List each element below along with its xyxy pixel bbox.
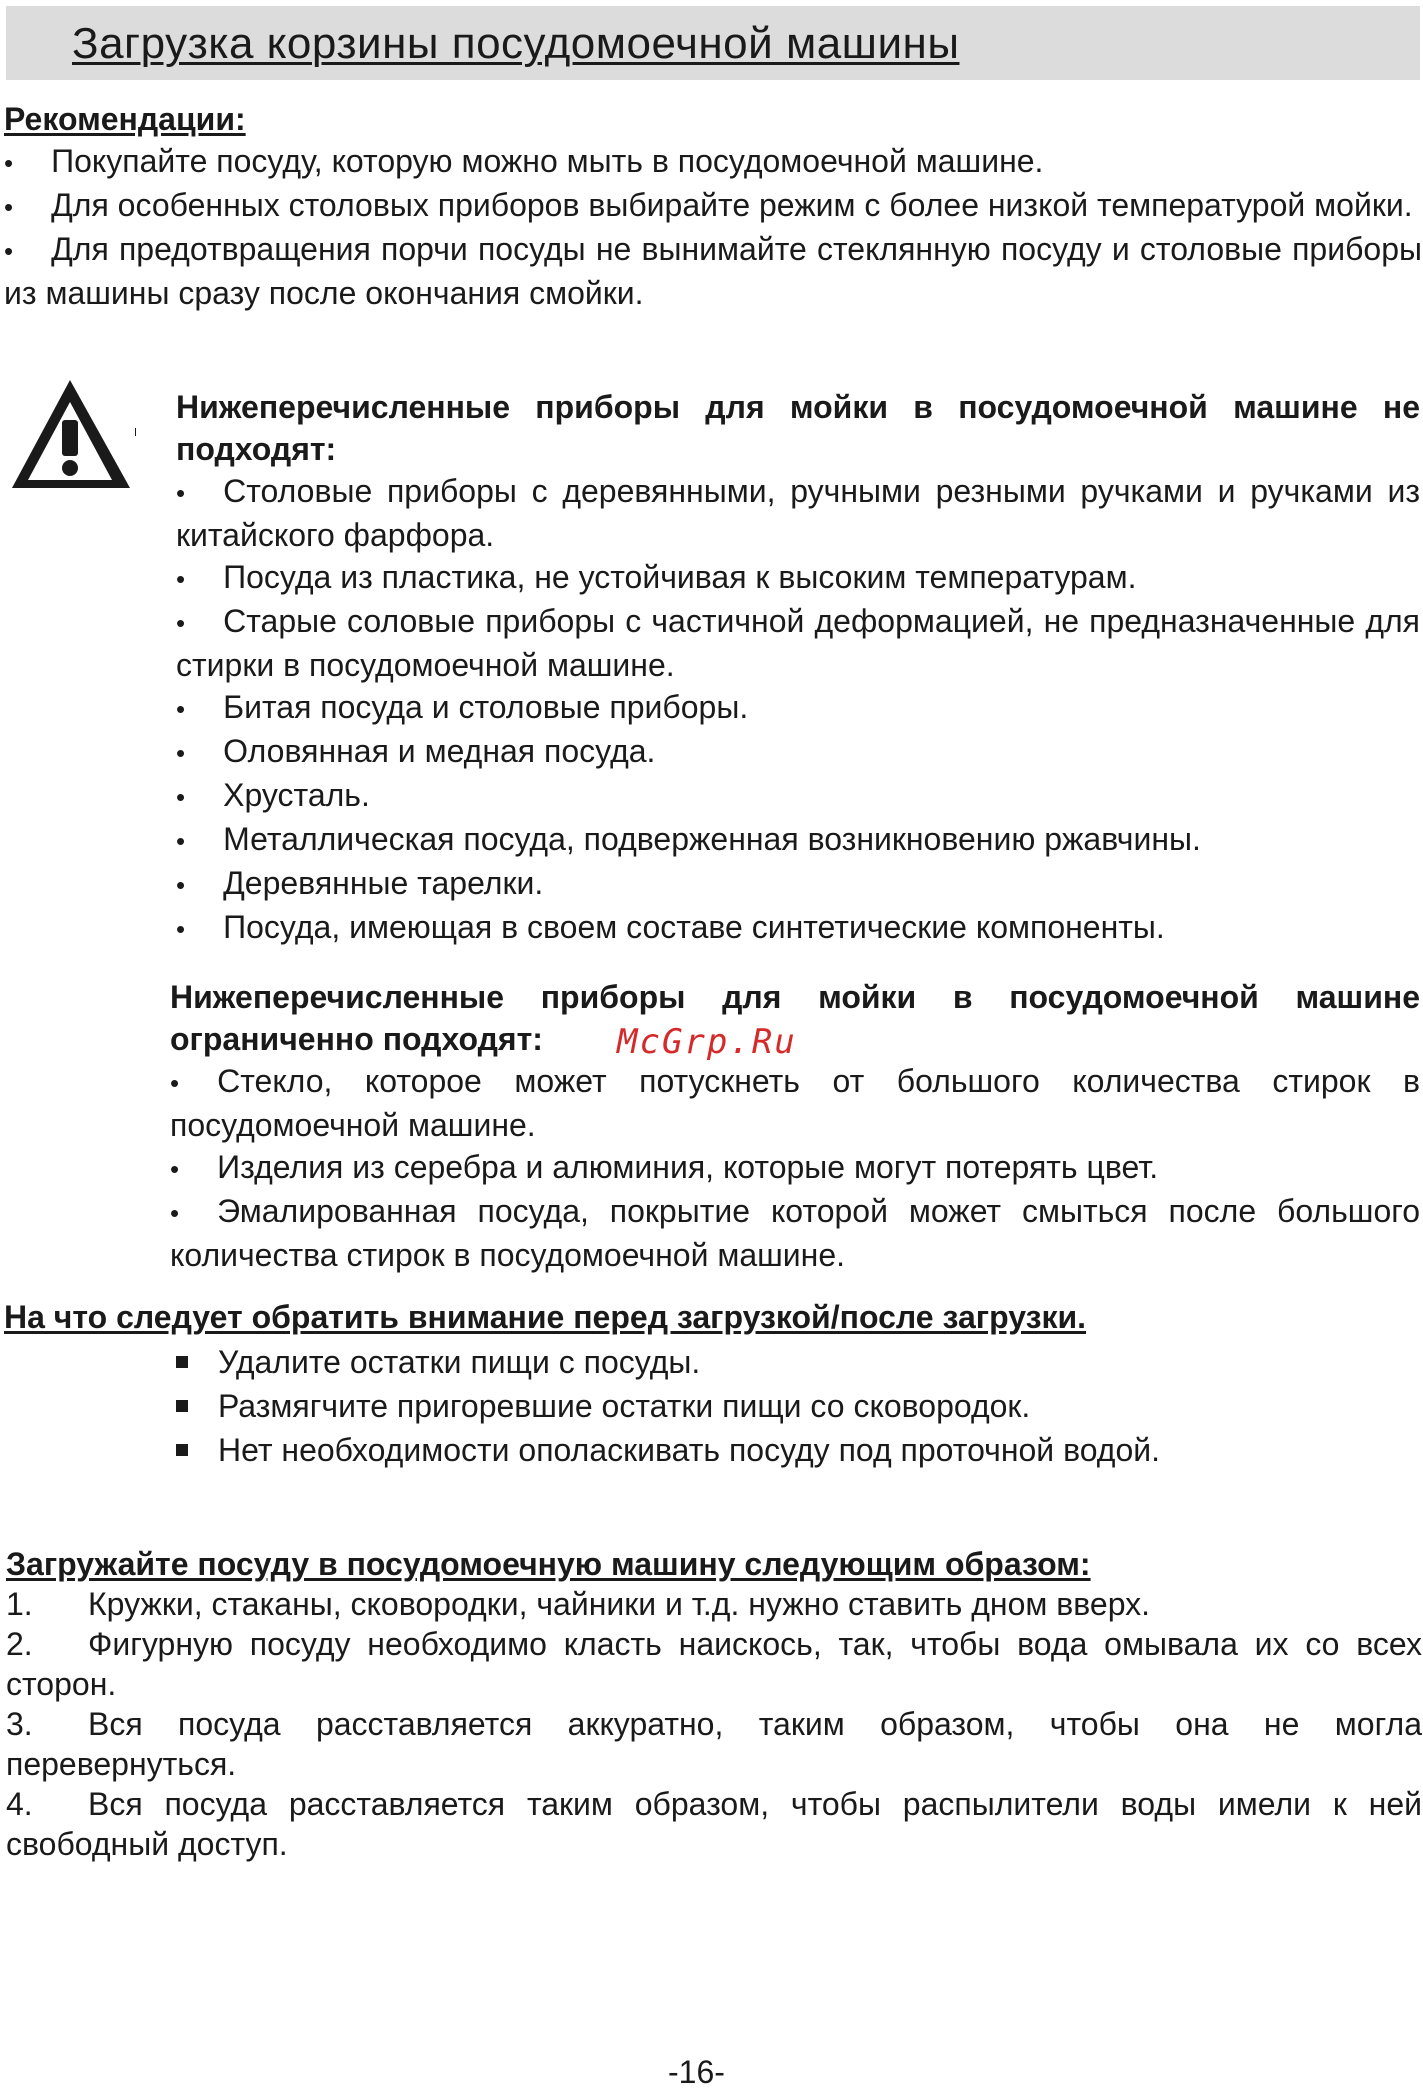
limited-section: [170, 976, 1420, 1276]
bullet-icon: •: [4, 192, 14, 222]
item-text: Кружки, стаканы, сковородки, чайники и т.д. нужно ставить дном вверх.: [88, 1586, 1151, 1622]
limited-heading: Нижеперечисленные приборы для мойки в посудомоечной машине ограниченно подходят:: [170, 979, 1420, 1057]
list-item-text: Старые соловые приборы с частичной деформацией, не предназначенные для стирки в посудомоечной машине.: [176, 603, 1420, 683]
recommendations-heading: Рекомендации:: [4, 101, 246, 137]
item-text: Вся посуда расставляется аккуратно, таким образом, чтобы она не могла перевернуться.: [6, 1706, 1422, 1782]
bullet-icon: •: [176, 782, 186, 812]
list-item-text: Для особенных столовых приборов выбирайте режим с более низкой температурой мойки.: [51, 187, 1413, 223]
bullet-icon: •: [176, 738, 186, 768]
loading-section: [6, 1544, 1422, 1864]
attention-heading: На что следует обратить внимание перед загрузкой/после загрузки.: [4, 1299, 1087, 1335]
list-item-text: Битая посуда и столовые приборы.: [223, 689, 749, 725]
numbered-item: [6, 1784, 1422, 1864]
square-bullet-icon: [176, 1356, 188, 1368]
attention-list: [176, 1340, 1160, 1472]
list-item: [176, 470, 1420, 556]
page-number: -16-: [668, 2054, 725, 2090]
bullet-icon: •: [176, 914, 186, 944]
list-item: [170, 1190, 1420, 1276]
bullet-icon: •: [176, 870, 186, 900]
numbered-item: [6, 1584, 1422, 1624]
list-item-text: Эмалированная посуда, покрытие которой может смыться после большого количества стирок в посудомоечной машине.: [170, 1193, 1420, 1273]
list-item: [176, 556, 1420, 600]
list-item-text: Нет необходимости ополаскивать посуду под проточной водой.: [218, 1432, 1161, 1468]
page-title: Загрузка корзины посудомоечной машины: [72, 19, 960, 68]
bullet-icon: •: [4, 236, 14, 266]
list-item-text: Для предотвращения порчи посуды не вынимайте стеклянную посуду и столовые приборы из машины сразу после окончания смойки.: [4, 231, 1422, 311]
unsuitable-heading: Нижеперечисленные приборы для мойки в посудомоечной машине не подходят:: [176, 389, 1420, 467]
attention-section: [4, 1296, 1422, 1338]
item-number: 2.: [6, 1626, 33, 1662]
unsuitable-section: [176, 386, 1420, 950]
list-item-text: Покупайте посуду, которую можно мыть в посудомоечной машине.: [51, 143, 1044, 179]
list-item: [4, 184, 1422, 228]
list-item: [176, 906, 1420, 950]
warning-triangle-icon: [8, 376, 136, 494]
list-item-text: Деревянные тарелки.: [223, 865, 544, 901]
list-item-text: Хрусталь.: [223, 777, 370, 813]
list-item: [176, 1340, 1160, 1384]
item-number: 1.: [6, 1586, 33, 1622]
list-item: [176, 818, 1420, 862]
list-item: [176, 862, 1420, 906]
numbered-item: [6, 1704, 1422, 1784]
list-item-text: Посуда из пластика, не устойчивая к высоким температурам.: [223, 559, 1137, 595]
loading-heading: Загружайте посуду в посудомоечную машину следующим образом:: [6, 1546, 1091, 1582]
item-number: 4.: [6, 1786, 33, 1822]
bullet-icon: •: [176, 826, 186, 856]
list-item-text: Столовые приборы с деревянными, ручными резными ручками и ручками из китайского фарфора.: [176, 473, 1420, 553]
list-item-text: Оловянная и медная посуда.: [223, 733, 656, 769]
watermark: McGrp.Ru: [617, 1022, 797, 1062]
list-item: [176, 730, 1420, 774]
list-item: [176, 600, 1420, 686]
list-item: [176, 1384, 1160, 1428]
bullet-icon: •: [176, 608, 186, 638]
bullet-icon: •: [176, 694, 186, 724]
list-item: [176, 1428, 1160, 1472]
list-item-text: Размягчите пригоревшие остатки пищи со сковородок.: [218, 1388, 1031, 1424]
list-item-text: Изделия из серебра и алюминия, которые могут потерять цвет.: [217, 1149, 1159, 1185]
bullet-icon: •: [176, 478, 186, 508]
list-item-text: Удалите остатки пищи с посуды.: [218, 1344, 701, 1380]
list-item: [4, 228, 1422, 314]
recommendations-section: [4, 98, 1422, 314]
list-item: [170, 1146, 1420, 1190]
item-text: Вся посуда расставляется таким образом, чтобы распылители воды имели к ней свободный доступ.: [6, 1786, 1422, 1862]
numbered-item: [6, 1624, 1422, 1704]
bullet-icon: •: [170, 1068, 180, 1098]
bullet-icon: •: [176, 564, 186, 594]
list-item-text: Стекло, которое может потускнеть от большого количества стирок в посудомоечной машине.: [170, 1063, 1420, 1143]
list-item-text: Посуда, имеющая в своем составе синтетические компоненты.: [223, 909, 1165, 945]
bullet-icon: •: [170, 1198, 180, 1228]
list-item: [4, 140, 1422, 184]
bullet-icon: •: [170, 1154, 180, 1184]
bullet-icon: •: [4, 148, 14, 178]
list-item: [176, 686, 1420, 730]
list-item: [170, 1060, 1420, 1146]
title-bar: [6, 6, 1420, 80]
item-number: 3.: [6, 1706, 33, 1742]
item-text: Фигурную посуду необходимо класть наискось, так, чтобы вода омывала их со всех сторон.: [6, 1626, 1422, 1702]
square-bullet-icon: [176, 1400, 188, 1412]
list-item: [176, 774, 1420, 818]
square-bullet-icon: [176, 1444, 188, 1456]
list-item-text: Металлическая посуда, подверженная возникновению ржавчины.: [223, 821, 1201, 857]
